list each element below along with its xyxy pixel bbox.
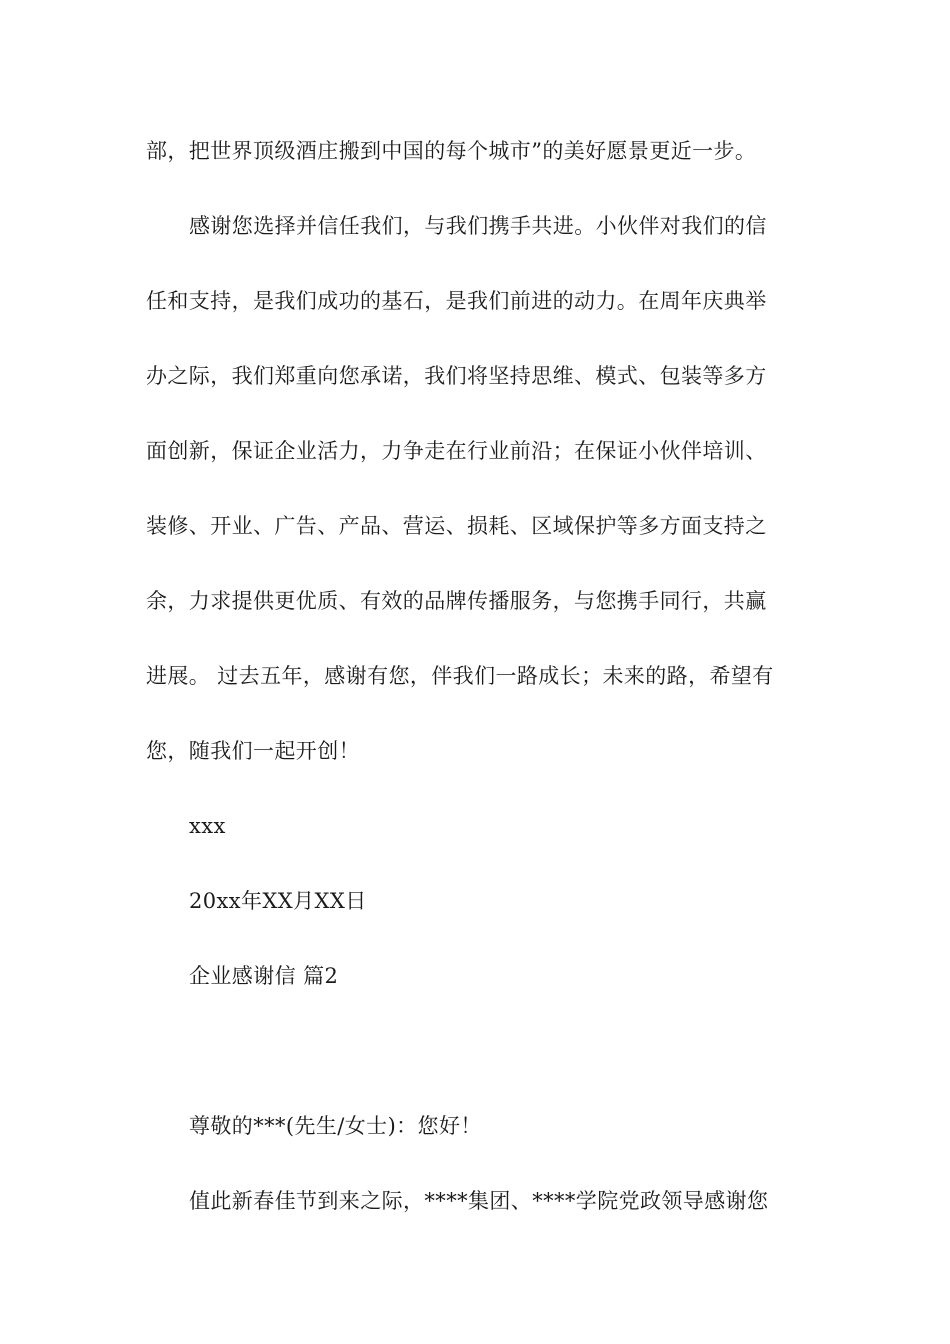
signature: xxx	[189, 814, 226, 838]
paragraph-3-line-1: 值此新春佳节到来之际，****集团、****学院党政领导感谢您	[189, 1189, 769, 1213]
paragraph-1-line-1: 部，把世界顶级酒庄搬到中国的每个城市”的美好愿景更近一步。	[146, 139, 757, 163]
section-title: 企业感谢信 篇2	[189, 964, 339, 988]
paragraph-2-line-7: 进展。 过去五年，感谢有您，伴我们一路成长；未来的路，希望有	[146, 664, 774, 688]
paragraph-2-line-8: 您，随我们一起开创！	[146, 739, 360, 763]
paragraph-2-line-4: 面创新，保证企业活力，力争走在行业前沿；在保证小伙伴培训、	[146, 439, 767, 463]
greeting: 尊敬的***(先生/女士)：您好！	[189, 1114, 482, 1138]
paragraph-2-line-5: 装修、开业、广告、产品、营运、损耗、区域保护等多方面支持之	[146, 514, 767, 538]
paragraph-2-line-2: 任和支持，是我们成功的基石，是我们前进的动力。在周年庆典举	[146, 289, 767, 313]
paragraph-2-line-1: 感谢您选择并信任我们，与我们携手共进。小伙伴对我们的信	[189, 214, 767, 238]
date: 20xx年XX月XX日	[189, 889, 367, 913]
paragraph-2-line-3: 办之际，我们郑重向您承诺，我们将坚持思维、模式、包装等多方	[146, 364, 767, 388]
paragraph-2-line-6: 余，力求提供更优质、有效的品牌传播服务，与您携手同行，共赢	[146, 589, 767, 613]
